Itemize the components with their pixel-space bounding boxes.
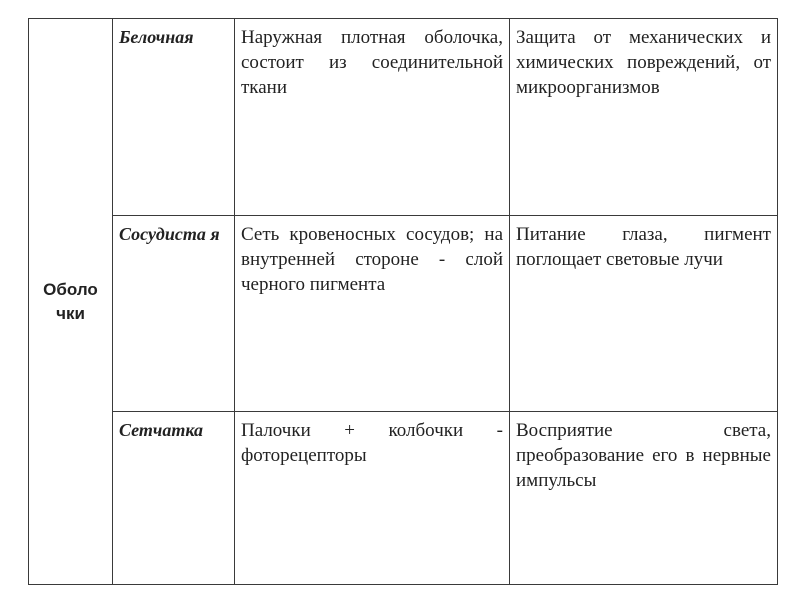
membrane-name: Сосудиста я xyxy=(113,216,235,412)
eye-membranes-table xyxy=(28,18,778,585)
membrane-description: Палочки + колбочки - фоторецепторы xyxy=(235,412,510,585)
membrane-name: Белочная xyxy=(113,19,235,216)
table-row xyxy=(29,19,778,216)
membrane-description: Наружная плотная оболочка, состоит из соединительной ткани xyxy=(235,19,510,216)
table-row xyxy=(29,216,778,412)
membrane-function: Восприятие света, преобразование его в нервные импульсы xyxy=(510,412,778,585)
table-row xyxy=(29,412,778,585)
membrane-function: Защита от механических и химических повреждений, от микроорганизмов xyxy=(510,19,778,216)
membrane-name: Сетчатка xyxy=(113,412,235,585)
group-label-cell: Оболо чки xyxy=(29,19,113,585)
membrane-function: Питание глаза, пигмент поглощает световые лучи xyxy=(510,216,778,412)
membrane-description: Сеть кровеносных сосудов; на внутренней стороне - слой черного пигмента xyxy=(235,216,510,412)
